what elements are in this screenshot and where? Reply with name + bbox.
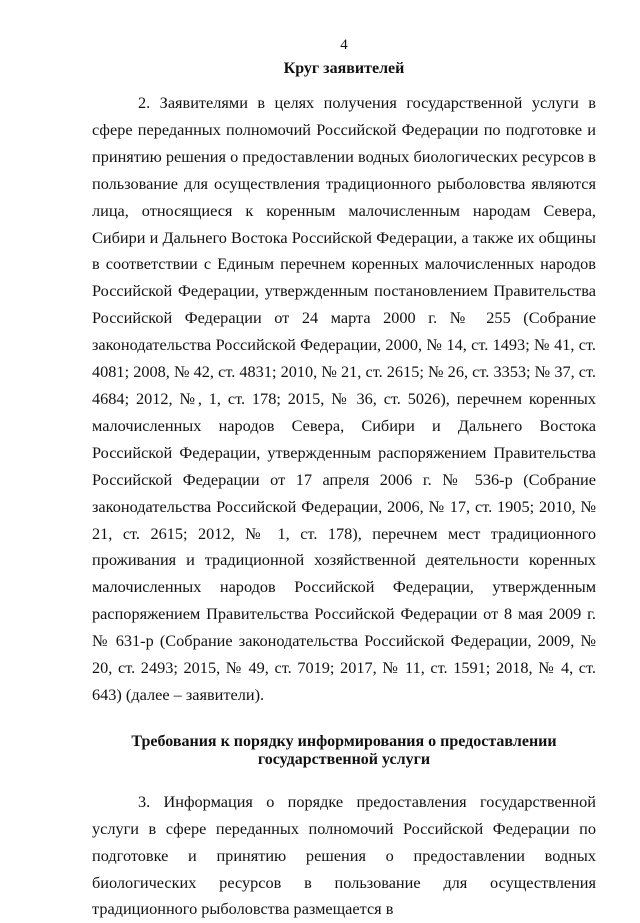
heading-line-1: Требования к порядку информирования о предоставлении <box>131 732 557 750</box>
paragraph-2-applicants: 2. Заявителями в целях получения государственной услуги в сфере переданных полномочий Российской Федерации по подготовке и принятию решения о предоставлении водных биологических ресурсов в пользование для осуществления традиционного рыболовства являются лица, относящиеся к коренным малочисленным народам Севера, Сибири и Дальнего Востока Российской Федерации, а также их общины в соответствии с Единым перечнем коренных малочисленных народов Российской Федерации, утвержденным постановлением Правительства Российской Федерации от 24 марта 2000 г. № 255 (Собрание законодательства Российской Федерации, 2000, № 14, ст. 1493; № 41, ст. 4081; 2008, № 42, ст. 4831; 2010, № 21, ст. 2615; № 26, ст. 3353; № 37, ст. 4684; 2012, №, 1, ст. 178; 2015, № 36, ст. 5026), перечнем коренных малочисленных народов Севера, Сибири и Дальнего Востока Российской Федерации, утвержденным распоряжением Правительства Российской Федерации от 17 апреля 2006 г. № 536-р (Собрание законодательства Российской Федерации, 2006, № 17, ст. 1905; 2010, № 21, ст. 2615; 2012, № 1, ст. 178), перечнем мест традиционного проживания и традиционной хозяйственной деятельности коренных малочисленных народов Российской Федерации, утвержденным распоряжением Правительства Российской Федерации от 8 мая 2009 г. № 631-р (Собрание законодательства Российской Федерации, 2009, № 20, ст. 2493; 2015, № 49, ст. 7019; 2017, № 11, ст. 1591; 2018, № 4, ст. 643) (далее – заявители). <box>92 93 596 704</box>
paragraph-3-information: 3. Информация о порядке предоставления государственной услуги в сфере переданных полномочий Российской Федерации по подготовке и принятию решения о предоставлении водных биологических ресурсов в пользование для осуществления традиционного рыболовства размещается в <box>92 791 596 919</box>
section-heading-applicants: Круг заявителей <box>283 60 405 77</box>
section-heading-information-requirements <box>92 733 596 769</box>
heading-line-2: государственной услуги <box>257 750 431 768</box>
page-number: 4 <box>340 37 348 53</box>
